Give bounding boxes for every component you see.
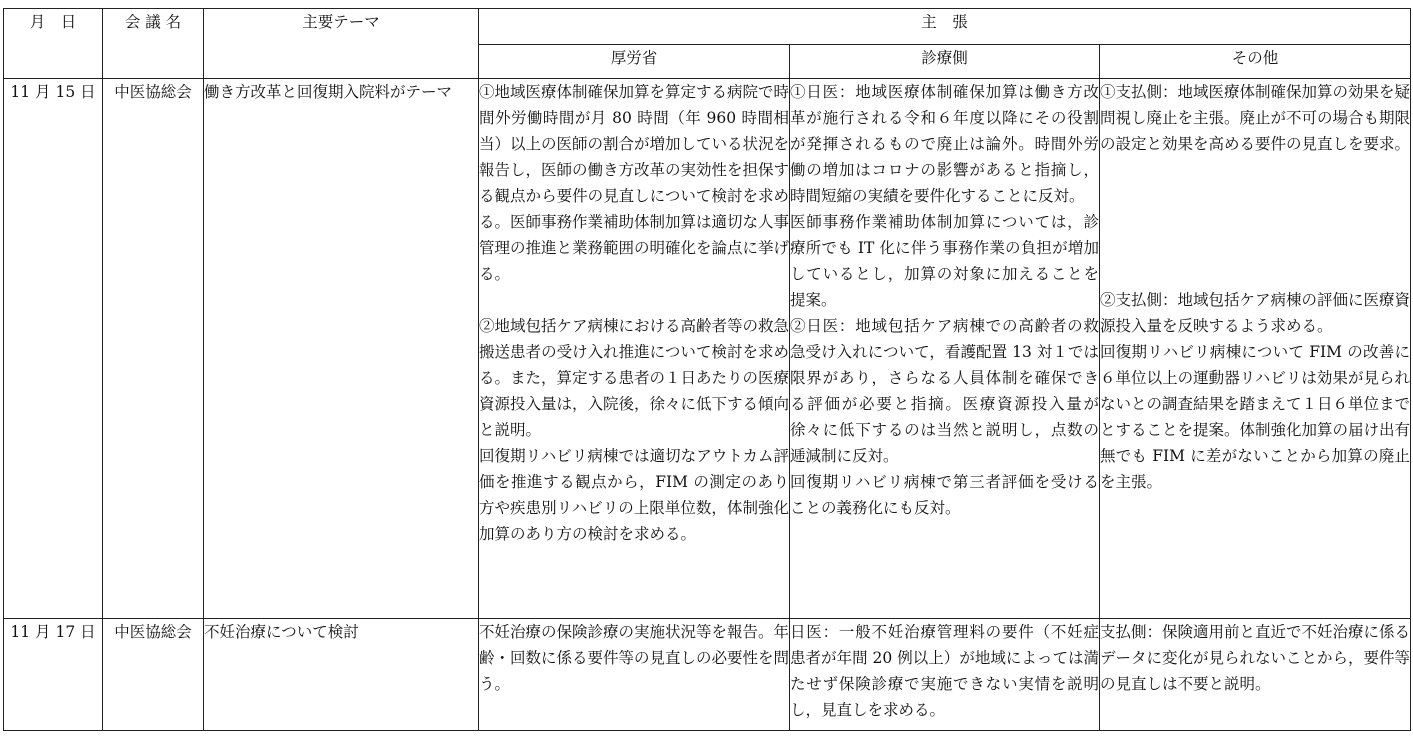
row-others bbox=[1100, 619, 1411, 731]
paragraph: 医師事務作業補助体制加算については，診療所でも IT 化に伴う事務作業の負担が増加しているとし，加算の対象に加えることを提案。 bbox=[790, 213, 1099, 309]
paragraph: ①支払側：地域医療体制確保加算の効果を疑問視し廃止を主張。廃止が不可の場合も期限の設定と効果を高める要件の見直しを要求。 bbox=[1100, 83, 1411, 153]
row-meeting: 中医協総会 bbox=[103, 79, 204, 619]
row-mhlw bbox=[479, 619, 790, 731]
table-row bbox=[4, 79, 1411, 619]
paragraph: 回復期リハビリ病棟で第三者評価を受けることの義務化にも反対。 bbox=[790, 473, 1099, 517]
paragraph: 不妊治療の保険診療の実施状況等を報告。年齢・回数に係る要件等の見直しの必要性を問う。 bbox=[479, 623, 790, 693]
header-mhlw: 厚労省 bbox=[479, 45, 790, 79]
paragraph: 支払側：保険適用前と直近で不妊治療に係るデータに変化が見られないことから，要件等の見直しは不要と説明。 bbox=[1100, 623, 1411, 693]
paragraph: ②日医：地域包括ケア病棟での高齢者の救急受け入れについて，看護配置 13 対１では限界があり，さらなる人員体制を確保できる評価が必要と指摘。医療資源投入量が徐々に低下するのは当然と説明し，点数の逓減制に反対。 bbox=[790, 317, 1099, 465]
header-others: その他 bbox=[1100, 45, 1411, 79]
paragraph: ②支払側：地域包括ケア病棟の評価に医療資源投入量を反映するよう求める。 bbox=[1100, 291, 1411, 335]
row-date: 11 月 15 日 bbox=[4, 79, 103, 619]
header-meeting: 会 議 名 bbox=[103, 9, 204, 79]
header-date: 月 日 bbox=[4, 9, 103, 79]
paragraph: 回復期リハビリ病棟では適切なアウトカム評価を推進する観点から，FIM の測定のあり方や疾患別リハビリの上限単位数，体制強化加算のあり方の検討を求める。 bbox=[479, 447, 789, 543]
paragraph: 日医：一般不妊治療管理料の要件（不妊症患者が年間 20 例以上）が地域によっては満たせず保険診療で実施できない実情を説明し，見直しを求める。 bbox=[790, 623, 1099, 719]
row-theme: 働き方改革と回復期入院料がテーマ bbox=[204, 79, 479, 619]
row-date: 11 月 17 日 bbox=[4, 619, 103, 731]
paragraph: ②地域包括ケア病棟における高齢者等の救急搬送患者の受け入れ推進について検討を求める。また，算定する患者の１日あたりの医療資源投入量は，入院後，徐々に低下する傾向と説明。 bbox=[479, 317, 790, 439]
header-claims: 主 張 bbox=[479, 9, 1411, 45]
header-theme: 主要テーマ bbox=[204, 9, 479, 79]
paragraph: ①地域医療体制確保加算を算定する病院で時間外労働時間が月 80 時間（年 960 時間相当）以上の医師の割合が増加している状況を報告し，医師の働き方改革の実効性を担保する観点から要件の見直しについて検討を求める。医師事務作業補助体制加算は適切な人事管理の推進と業務範囲の明確化を論点に挙げる。 bbox=[479, 83, 790, 283]
header-medical: 診療側 bbox=[790, 45, 1100, 79]
row-theme: 不妊治療について検討 bbox=[204, 619, 479, 731]
policy-summary-table bbox=[3, 8, 1411, 731]
header-row-main bbox=[4, 9, 1411, 45]
row-others bbox=[1100, 79, 1411, 619]
table-row bbox=[4, 619, 1411, 731]
row-meeting: 中医協総会 bbox=[103, 619, 204, 731]
paragraph: ①日医：地域医療体制確保加算は働き方改革が施行される令和６年度以降にその役割が発揮されるもので廃止は論外。時間外労働の増加はコロナの影響があると指摘し，時間短縮の実績を要件化することに反対。 bbox=[790, 83, 1099, 205]
row-mhlw bbox=[479, 79, 790, 619]
paragraph: 回復期リハビリ病棟について FIM の改善に６単位以上の運動器リハビリは効果が見られないとの調査結果を踏まえて１日６単位までとすることを提案。体制強化加算の届け出有無でも FIM に差がないことから加算の廃止を主張。 bbox=[1100, 343, 1411, 491]
row-medical bbox=[790, 619, 1100, 731]
row-medical bbox=[790, 79, 1100, 619]
